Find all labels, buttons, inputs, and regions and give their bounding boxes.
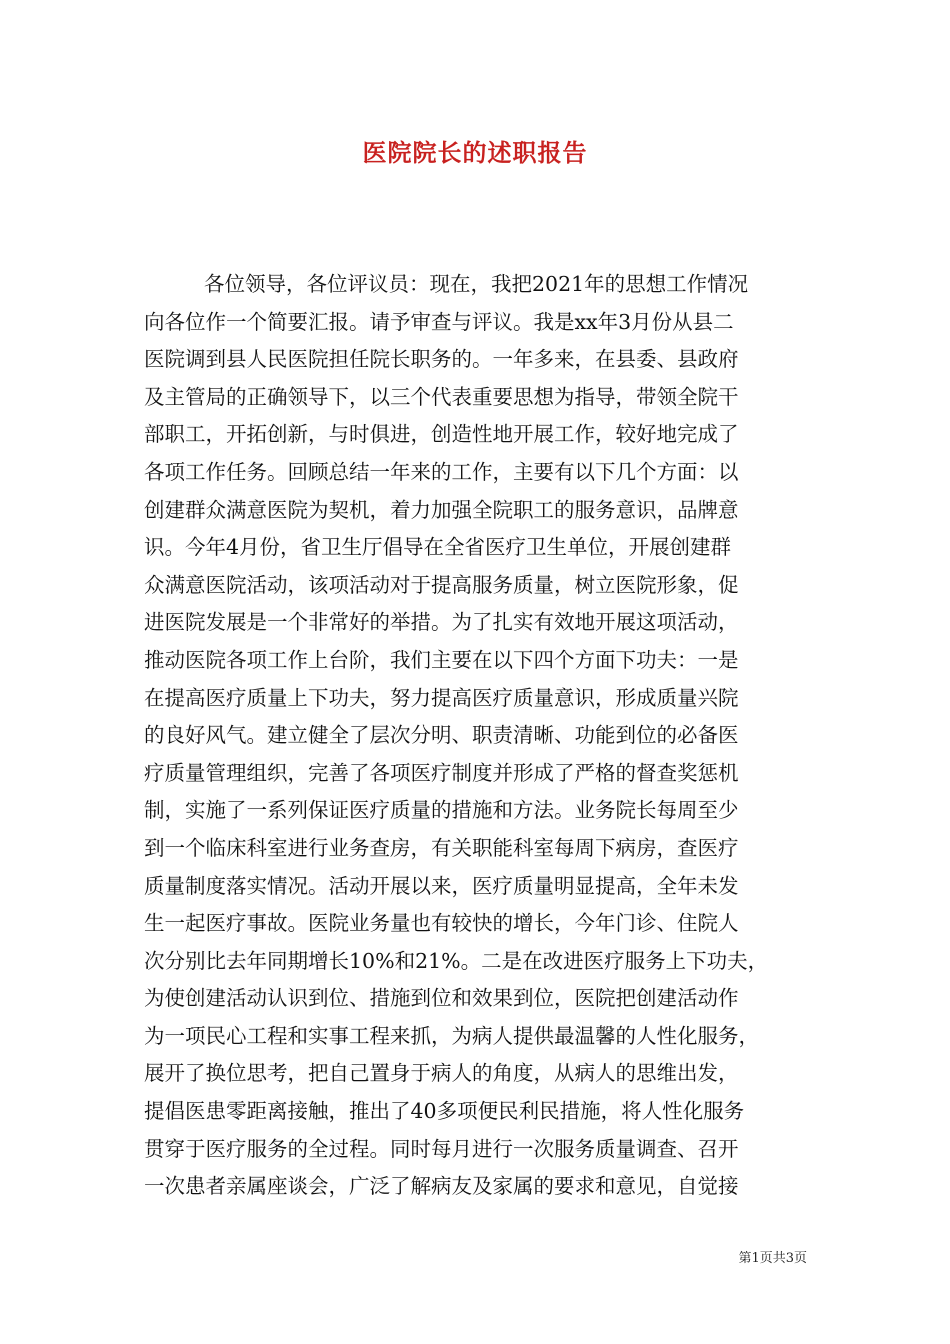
body-line: 及主管局的正确领导下，以三个代表重要思想为指导，带领全院干 [144,384,739,409]
body-line: 提倡医患零距离接触，推出了40多项便民利民措施，将人性化服务 [144,1099,745,1124]
body-line: 向各位作一个简要汇报。请予审查与评议。我是xx年3月份从县二 [144,309,734,334]
body-line: 识。今年4月份，省卫生厅倡导在全省医疗卫生单位，开展创建群 [144,535,732,560]
document-title: 医院院长的述职报告 [362,138,588,167]
body-line: 到一个临床科室进行业务查房，有关职能科室每周下病房，查医疗 [144,835,739,860]
document-body [144,266,809,1206]
body-line: 的良好风气。建立健全了层次分明、职责清晰、功能到位的必备医 [144,723,739,748]
body-line: 为一项民心工程和实事工程来抓，为病人提供最温馨的人性化服务， [144,1023,759,1048]
body-line: 制，实施了一系列保证医疗质量的措施和方法。业务院长每周至少 [144,798,739,823]
body-line: 一次患者亲属座谈会，广泛了解病友及家属的要求和意见，自觉接 [144,1174,739,1199]
body-line: 各位领导，各位评议员：现在，我把2021年的思想工作情况 [204,272,749,296]
body-line: 部职工，开拓创新，与时俱进，创造性地开展工作，较好地完成了 [144,422,739,447]
body-line: 次分别比去年同期增长10%和21%。二是在改进医疗服务上下功夫， [144,948,769,973]
body-line: 创建群众满意医院为契机，着力加强全院职工的服务意识，品牌意 [144,497,739,522]
body-line: 进医院发展是一个非常好的举措。为了扎实有效地开展这项活动， [144,610,739,635]
body-line: 医院调到县人民医院担任院长职务的。一年多来，在县委、县政府 [144,347,739,372]
body-line: 展开了换位思考，把自己置身于病人的角度，从病人的思维出发， [144,1061,739,1086]
body-line: 在提高医疗质量上下功夫，努力提高医疗质量意识，形成质量兴院 [144,685,739,710]
body-line: 疗质量管理组织，完善了各项医疗制度并形成了严格的督查奖惩机 [144,760,739,785]
body-line: 贯穿于医疗服务的全过程。同时每月进行一次服务质量调查、召开 [144,1136,739,1161]
page-number: 第1页共3页 [738,1251,807,1266]
body-line: 质量制度落实情况。活动开展以来，医疗质量明显提高，全年未发 [144,873,739,898]
body-line: 众满意医院活动，该项活动对于提高服务质量，树立医院形象，促 [144,572,739,597]
body-line: 为使创建活动认识到位、措施到位和效果到位，医院把创建活动作 [144,986,739,1011]
body-line: 推动医院各项工作上台阶，我们主要在以下四个方面下功夫：一是 [144,647,739,672]
body-line: 各项工作任务。回顾总结一年来的工作，主要有以下几个方面：以 [144,459,739,484]
body-line: 生一起医疗事故。医院业务量也有较快的增长，今年门诊、住院人 [144,911,739,936]
